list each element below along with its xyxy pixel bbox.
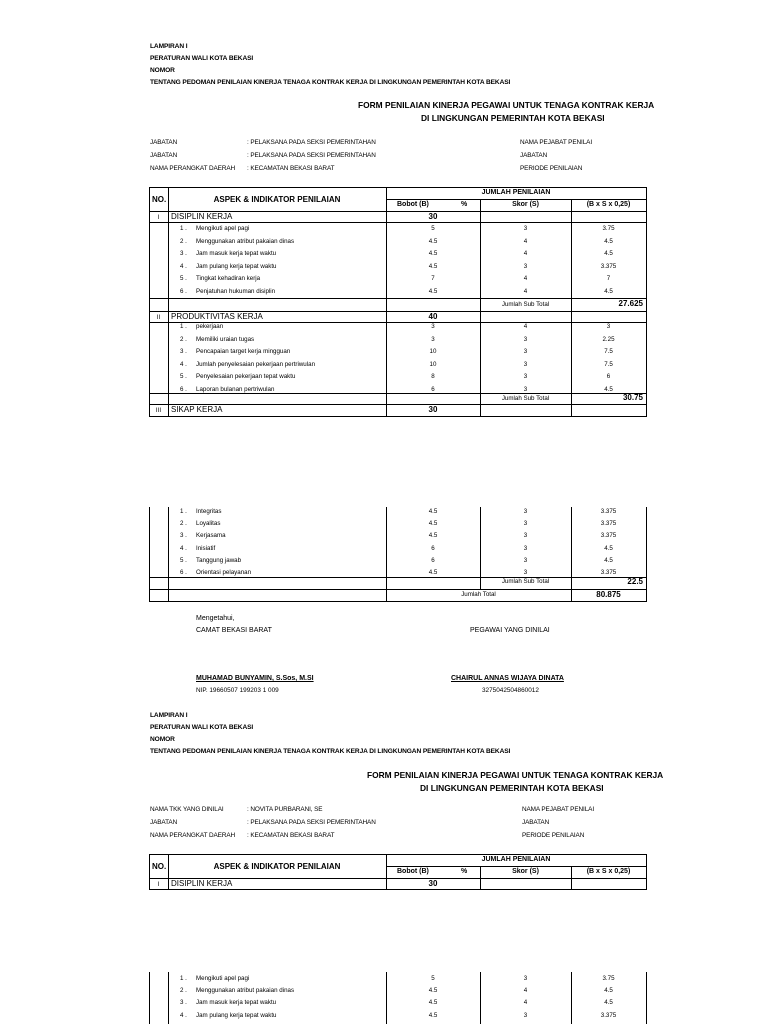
item-bobot: 4.5 xyxy=(428,237,438,245)
item-number: 5 . xyxy=(180,275,187,282)
table-rule xyxy=(149,854,150,878)
lampiran-label-2: LAMPIRAN I xyxy=(150,712,188,719)
table-rule xyxy=(571,972,572,1024)
info-value: : PELAKSANA PADA SEKSI PEMERINTAHAN xyxy=(247,152,376,159)
header-skor: Skor (S) xyxy=(512,201,539,208)
item-label: Memiliki uraian tugas xyxy=(196,335,255,343)
info-value: : KECAMATAN BEKASI BARAT xyxy=(247,165,335,172)
item-value: 4.5 xyxy=(604,385,613,393)
peraturan-label: PERATURAN WALI KOTA BEKASI xyxy=(150,55,254,62)
item-bobot: 3 xyxy=(431,335,435,343)
item-bobot: 4.5 xyxy=(428,287,438,295)
header-bxs: (B x S x 0,25) xyxy=(586,201,631,208)
table-rule xyxy=(480,972,481,1024)
item-value: 4.5 xyxy=(604,250,613,257)
section-bobot: 30 xyxy=(428,212,438,221)
table-rule xyxy=(646,187,647,211)
item-skor: 3 xyxy=(523,262,528,270)
table-rule xyxy=(646,972,647,1024)
header-pct: % xyxy=(461,868,468,875)
item-number: 3 . xyxy=(180,348,187,355)
item-bobot: 4.5 xyxy=(428,532,438,540)
item-number: 1 . xyxy=(180,508,187,515)
item-value: 3.75 xyxy=(602,225,615,232)
peraturan-label-2: PERATURAN WALI KOTA BEKASI xyxy=(150,724,254,731)
table-rule xyxy=(646,854,647,878)
item-label: Tanggung jawab xyxy=(196,556,242,564)
table-rule xyxy=(646,507,647,602)
subtotal-value: 30.75 xyxy=(622,393,643,402)
header-bobot: Bobot (B) xyxy=(397,201,429,208)
table-rule xyxy=(480,404,481,417)
nomor-label-2: NOMOR xyxy=(150,736,175,743)
section-number: I xyxy=(157,214,160,221)
item-skor: 4 xyxy=(523,987,528,995)
item-number: 4 . xyxy=(180,1011,187,1019)
pegawai-name: CHAIRUL ANNAS WIJAYA DINATA xyxy=(451,675,564,682)
item-value: 2.25 xyxy=(602,335,615,343)
item-number: 5 . xyxy=(180,556,187,564)
item-skor: 4 xyxy=(523,999,528,1007)
header-no: NO. xyxy=(152,195,167,204)
item-label: Laporan bulanan pertriwulan xyxy=(196,385,275,393)
info-value: : NOVITA PURBARANI, SE xyxy=(247,806,323,813)
info-value: : PELAKSANA PADA SEKSI PEMERINTAHAN xyxy=(247,139,376,146)
form-title-line2: DI LINGKUNGAN PEMERINTAH KOTA BEKASI xyxy=(421,113,605,123)
item-label: Menggunakan atribut pakaian dinas xyxy=(196,987,295,995)
item-value: 6 xyxy=(606,373,611,380)
item-value: 3.375 xyxy=(600,1011,617,1019)
section-bobot: 30 xyxy=(428,879,438,888)
info-label: JABATAN xyxy=(150,152,178,159)
item-bobot: 8 xyxy=(431,373,435,380)
item-skor: 3 xyxy=(523,556,528,564)
table-rule xyxy=(149,878,150,890)
item-label: Penjatuhan hukuman disiplin xyxy=(196,287,276,295)
subtotal-label: Jumlah Sub Total xyxy=(501,301,550,308)
item-value: 3 xyxy=(606,323,611,330)
item-skor: 3 xyxy=(523,520,528,528)
table-rule xyxy=(386,866,646,867)
item-label: Integritas xyxy=(196,508,222,515)
table-rule xyxy=(149,187,150,211)
info-right-label: PERIODE PENILAIAN xyxy=(520,165,583,172)
item-label: Orientasi pelayanan xyxy=(196,569,252,576)
item-bobot: 6 xyxy=(431,544,435,552)
table-rule xyxy=(149,211,150,417)
table-rule xyxy=(480,211,481,404)
item-bobot: 5 xyxy=(431,225,435,232)
item-bobot: 4.5 xyxy=(428,999,438,1007)
item-number: 4 . xyxy=(180,360,187,368)
item-bobot: 4.5 xyxy=(428,987,438,995)
item-number: 2 . xyxy=(180,520,187,528)
item-number: 4 . xyxy=(180,544,187,552)
form-title-2-line2: DI LINGKUNGAN PEMERINTAH KOTA BEKASI xyxy=(420,783,604,793)
section-number: II xyxy=(156,314,161,321)
info-label: JABATAN xyxy=(150,819,178,826)
info-right-label: JABATAN xyxy=(522,819,550,826)
item-value: 3.375 xyxy=(600,520,617,528)
table-rule xyxy=(149,187,646,188)
item-value: 3.375 xyxy=(600,508,617,515)
header-aspek: ASPEK & INDIKATOR PENILAIAN xyxy=(213,862,341,871)
item-value: 4.5 xyxy=(604,237,613,245)
table-rule xyxy=(168,878,169,890)
table-rule xyxy=(571,878,572,890)
header-no: NO. xyxy=(152,862,167,871)
section-title: SIKAP KERJA xyxy=(171,405,223,414)
table-rule xyxy=(480,878,481,890)
item-skor: 3 xyxy=(523,348,528,355)
header-pct: % xyxy=(461,201,468,208)
header-bobot: Bobot (B) xyxy=(397,868,429,875)
item-bobot: 4.5 xyxy=(428,508,438,515)
table-rule xyxy=(386,878,387,890)
subtotal-label: Jumlah Sub Total xyxy=(501,395,550,402)
section-title: DISIPLIN KERJA xyxy=(171,212,233,221)
section-number: I xyxy=(157,881,160,888)
table-rule xyxy=(646,211,647,417)
table-rule xyxy=(571,211,572,417)
item-label: Mengikuti apel pagi xyxy=(196,225,250,232)
item-label: Inisiatif xyxy=(196,544,216,552)
tentang-label-2: TENTANG PEDOMAN PENILAIAN KINERJA TENAGA KONTRAK KERJA DI LINGKUNGAN PEMERINTAH KOTA BEKASI xyxy=(150,748,511,755)
table-rule xyxy=(646,878,647,890)
total-label: Jumlah Total xyxy=(461,591,496,598)
form-title-2-line1: FORM PENILAIAN KINERJA PEGAWAI UNTUK TENAGA KONTRAK KERJA xyxy=(367,770,664,780)
table-rule xyxy=(571,507,572,602)
section-number: III xyxy=(155,407,162,414)
info-right-label: NAMA PEJABAT PENILAI xyxy=(522,806,594,813)
table-rule xyxy=(149,972,150,1024)
item-number: 1 . xyxy=(180,225,187,232)
info-right-label: NAMA PEJABAT PENILAI xyxy=(520,139,592,146)
item-bobot: 4.5 xyxy=(428,1011,438,1019)
item-skor: 4 xyxy=(523,323,528,330)
info-right-label: JABATAN xyxy=(520,152,548,159)
header-aspek: ASPEK & INDIKATOR PENILAIAN xyxy=(213,195,341,204)
table-rule xyxy=(386,507,387,602)
lampiran-label: LAMPIRAN I xyxy=(150,43,188,50)
item-number: 1 . xyxy=(180,323,187,330)
item-bobot: 7 xyxy=(431,275,435,282)
subtotal-value: 27.625 xyxy=(618,299,643,308)
item-skor: 3 xyxy=(523,569,528,576)
info-label: NAMA PERANGKAT DAERAH xyxy=(150,832,236,839)
item-value: 3.375 xyxy=(600,262,617,270)
item-number: 2 . xyxy=(180,335,187,343)
item-skor: 3 xyxy=(523,373,528,380)
item-label: Jam pulang kerja tepat waktu xyxy=(196,1011,277,1019)
item-bobot: 3 xyxy=(431,323,435,330)
item-bobot: 10 xyxy=(429,360,437,368)
item-bobot: 5 xyxy=(431,975,435,982)
table-rule xyxy=(149,507,150,602)
header-bxs: (B x S x 0,25) xyxy=(586,868,631,875)
pegawai-title: PEGAWAI YANG DINILAI xyxy=(470,627,550,634)
table-rule xyxy=(480,507,481,590)
item-label: Jam masuk kerja tepat waktu xyxy=(196,999,277,1007)
item-value: 4.5 xyxy=(604,999,613,1007)
item-bobot: 4.5 xyxy=(428,262,438,270)
section-title: DISIPLIN KERJA xyxy=(171,879,233,888)
item-bobot: 4.5 xyxy=(428,520,438,528)
subtotal-value: 22.5 xyxy=(627,577,643,586)
item-skor: 3 xyxy=(523,508,528,515)
item-skor: 3 xyxy=(523,225,528,232)
item-number: 6 . xyxy=(180,287,187,295)
table-rule xyxy=(386,199,646,200)
item-bobot: 4.5 xyxy=(428,250,438,257)
item-number: 3 . xyxy=(180,999,187,1007)
table-rule xyxy=(168,972,169,1024)
nomor-label: NOMOR xyxy=(150,67,175,74)
item-bobot: 6 xyxy=(431,556,435,564)
mengetahui-label: Mengetahui, xyxy=(196,615,235,622)
item-number: 1 . xyxy=(180,975,187,982)
item-label: Pencapaian target kerja mingguan xyxy=(196,348,291,355)
item-value: 4.5 xyxy=(604,287,613,295)
info-label: JABATAN xyxy=(150,139,178,146)
table-rule xyxy=(386,972,387,1024)
item-skor: 3 xyxy=(523,385,528,393)
item-label: Menggunakan atribut pakaian dinas xyxy=(196,237,295,245)
item-number: 6 . xyxy=(180,569,187,576)
info-label: NAMA PERANGKAT DAERAH xyxy=(150,165,236,172)
section-bobot: 40 xyxy=(428,312,438,321)
item-label: Kerjasama xyxy=(196,532,226,540)
item-skor: 3 xyxy=(523,360,528,368)
pegawai-nik: 3275042504860012 xyxy=(482,687,539,694)
table-rule xyxy=(386,211,387,417)
item-value: 4.5 xyxy=(604,544,613,552)
info-value: : KECAMATAN BEKASI BARAT xyxy=(247,832,335,839)
section-bobot: 30 xyxy=(428,405,438,414)
camat-name: MUHAMAD BUNYAMIN, S.Sos, M.SI xyxy=(196,675,314,682)
item-skor: 3 xyxy=(523,1011,528,1019)
item-skor: 4 xyxy=(523,250,528,257)
item-number: 6 . xyxy=(180,385,187,393)
item-skor: 4 xyxy=(523,237,528,245)
item-number: 2 . xyxy=(180,987,187,995)
form-title-line1: FORM PENILAIAN KINERJA PEGAWAI UNTUK TENAGA KONTRAK KERJA xyxy=(358,100,655,110)
subtotal-label: Jumlah Sub Total xyxy=(501,578,550,585)
item-skor: 3 xyxy=(523,544,528,552)
item-value: 7.5 xyxy=(604,348,613,355)
item-skor: 3 xyxy=(523,335,528,343)
item-label: Jam pulang kerja tepat waktu xyxy=(196,262,277,270)
item-number: 3 . xyxy=(180,250,187,257)
item-skor: 3 xyxy=(523,532,528,540)
item-number: 4 . xyxy=(180,262,187,270)
info-label: NAMA TKK YANG DINILAI xyxy=(150,806,224,813)
item-value: 3.375 xyxy=(600,569,617,576)
info-right-label: PERIODE PENILAIAN xyxy=(522,832,585,839)
item-label: Penyelesaian pekerjaan tepat waktu xyxy=(196,373,296,380)
item-skor: 4 xyxy=(523,287,528,295)
item-label: Tingkat kehadiran kerja xyxy=(196,275,261,282)
item-number: 5 . xyxy=(180,373,187,380)
item-skor: 3 xyxy=(523,975,528,982)
item-label: pekerjaan xyxy=(196,323,224,330)
item-label: Jumlah penyelesaian pekerjaan pertriwulan xyxy=(196,360,316,368)
total-value: 80.875 xyxy=(596,590,621,599)
item-number: 2 . xyxy=(180,237,187,245)
item-value: 7 xyxy=(606,275,611,282)
camat-title: CAMAT BEKASI BARAT xyxy=(196,627,272,634)
table-rule xyxy=(168,211,169,417)
item-label: Loyalitas xyxy=(196,520,221,528)
table-rule xyxy=(168,507,169,602)
item-skor: 4 xyxy=(523,275,528,282)
item-value: 3.375 xyxy=(600,532,617,540)
header-jumlah: JUMLAH PENILAIAN xyxy=(481,856,551,863)
item-value: 7.5 xyxy=(604,360,613,368)
item-label: Jam masuk kerja tepat waktu xyxy=(196,250,277,257)
section-title: PRODUKTIVITAS KERJA xyxy=(171,312,263,321)
item-label: Mengikuti apel pagi xyxy=(196,975,250,982)
item-value: 3.75 xyxy=(602,975,615,982)
tentang-label: TENTANG PEDOMAN PENILAIAN KINERJA TENAGA KONTRAK KERJA DI LINGKUNGAN PEMERINTAH KOTA BEKASI xyxy=(150,79,511,86)
header-jumlah: JUMLAH PENILAIAN xyxy=(481,189,551,196)
item-value: 4.5 xyxy=(604,556,613,564)
item-bobot: 10 xyxy=(429,348,437,355)
info-value: : PELAKSANA PADA SEKSI PEMERINTAHAN xyxy=(247,819,376,826)
item-number: 3 . xyxy=(180,532,187,540)
item-value: 4.5 xyxy=(604,987,613,995)
table-rule xyxy=(149,854,646,855)
header-skor: Skor (S) xyxy=(512,868,539,875)
camat-nip: NIP. 19660507 199203 1 009 xyxy=(196,687,279,694)
item-bobot: 6 xyxy=(431,385,435,393)
item-bobot: 4.5 xyxy=(428,569,438,576)
